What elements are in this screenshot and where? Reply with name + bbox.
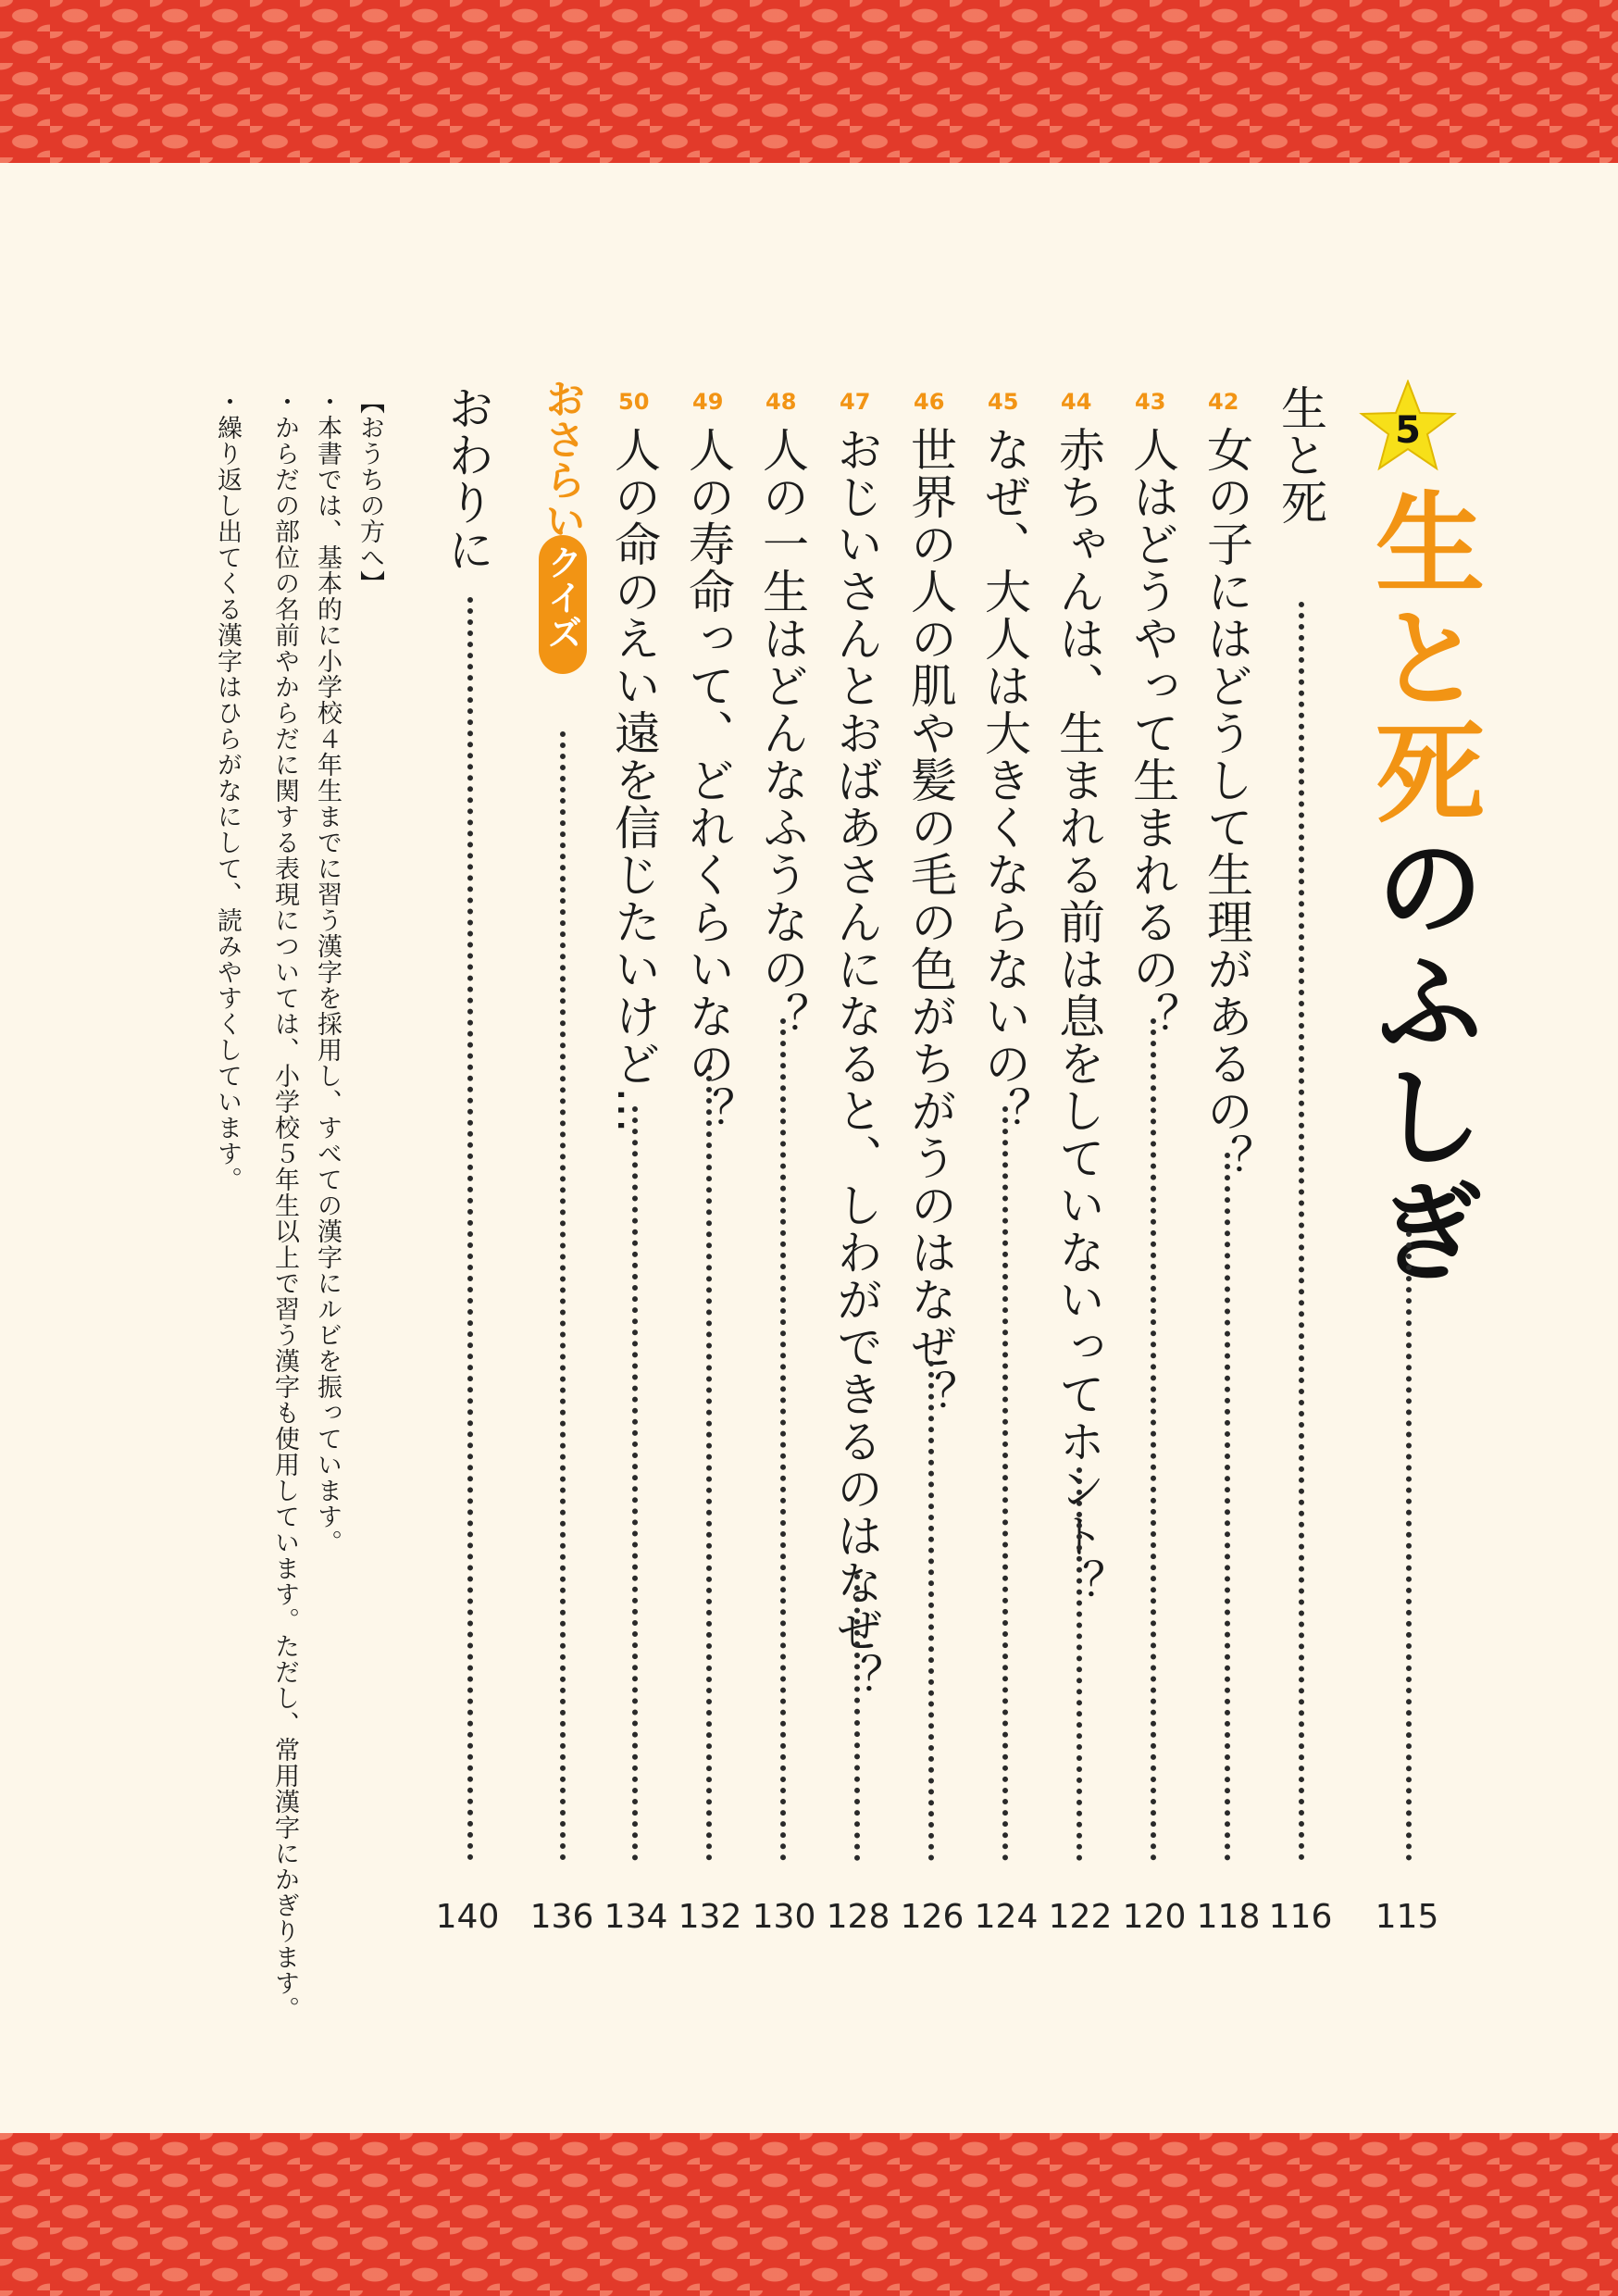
toc-entry-title[interactable]: 人の寿命って、どれくらいなの？ xyxy=(681,426,735,1134)
page-number: 130 xyxy=(752,1898,816,1936)
toc-leader xyxy=(467,597,473,1861)
chapter-title-rest: のふしぎ xyxy=(1357,830,1485,1290)
quiz-label-quiz: クイズ xyxy=(541,544,582,650)
page-number: 122 xyxy=(1048,1898,1113,1936)
toc-entry-number: 50 xyxy=(618,389,650,415)
toc-entry-title[interactable]: おわりに xyxy=(441,384,494,573)
page-number: 140 xyxy=(435,1898,500,1936)
page-number: 118 xyxy=(1196,1898,1261,1936)
toc-entry-title[interactable]: 女の子にはどうして生理があるの？ xyxy=(1200,426,1253,1181)
quiz-label-osarai: おさらい xyxy=(538,378,585,541)
toc-leader xyxy=(1225,1153,1230,1861)
toc-leader xyxy=(928,1361,934,1861)
toc-entry-title[interactable]: 人の命のえい遠を信じたいけど… xyxy=(607,426,661,1134)
toc-leader xyxy=(1077,1467,1082,1861)
toc-entry-number: 49 xyxy=(692,389,724,415)
toc-leader xyxy=(1406,1231,1412,1861)
toc-leader xyxy=(1299,602,1304,1861)
toc-entry-number: 42 xyxy=(1208,389,1239,415)
toc-entry-number: 43 xyxy=(1135,389,1166,415)
page-number: 132 xyxy=(678,1898,742,1936)
page-number: 120 xyxy=(1122,1898,1187,1936)
toc-entry-title[interactable]: 人はどうやって生まれるの？ xyxy=(1126,426,1179,1040)
notes-heading: 【おうちの方へ】 xyxy=(355,389,384,596)
toc-entry-title[interactable]: 生と死 xyxy=(1274,384,1327,526)
chapter-title-accent: 生と死 xyxy=(1357,486,1485,830)
top-decorative-band xyxy=(0,0,1618,163)
page-number: 134 xyxy=(604,1898,668,1936)
notes-line: ・からだの部位の名前やからだに関する表現については、小学校５年生以上で習う漢字も使用しています。ただし、常用漢字にかぎります。 xyxy=(270,389,299,2022)
toc-entry-number: 44 xyxy=(1061,389,1092,415)
page-number: 126 xyxy=(900,1898,965,1936)
toc-entry-number: 48 xyxy=(765,389,797,415)
bottom-decorative-band xyxy=(0,2133,1618,2296)
page-number: 128 xyxy=(826,1898,890,1936)
toc-entry-title[interactable]: なぜ、大人は大きくならないの？ xyxy=(977,426,1031,1134)
toc-leader xyxy=(854,1574,860,1861)
toc-entry-title[interactable]: おじいさんとおばあさんになると、しわができるのはなぜ？ xyxy=(829,426,883,1701)
star-icon xyxy=(1359,380,1457,472)
toc-leader xyxy=(1151,1018,1156,1861)
toc-leader xyxy=(1002,1106,1008,1861)
toc-entry-title[interactable]: 赤ちゃんは、生まれる前は息をしていないってホント？ xyxy=(1052,426,1105,1606)
quiz-label[interactable] xyxy=(537,378,589,680)
chapter-title xyxy=(1357,486,1485,1290)
page-number: 115 xyxy=(1375,1898,1439,1936)
toc-entry-number: 46 xyxy=(914,389,945,415)
toc-entry-number: 45 xyxy=(988,389,1019,415)
toc-entry-title[interactable]: 世界の人の肌や髪の毛の色がちがうのはなぜ？ xyxy=(903,426,957,1417)
toc-leader xyxy=(706,1065,712,1861)
toc-entry-title[interactable]: 人の一生はどんなふうなの？ xyxy=(755,426,809,1040)
notes-line: ・本書では、基本的に小学校４年生までに習う漢字を採用し、すべての漢字にルビを振っています。 xyxy=(313,389,342,1555)
toc-leader xyxy=(780,1018,786,1861)
toc-leader xyxy=(632,1106,638,1861)
page-number: 124 xyxy=(974,1898,1039,1936)
page-number: 136 xyxy=(529,1898,594,1936)
chapter-number: 5 xyxy=(1395,409,1421,452)
toc-leader xyxy=(560,731,566,1861)
toc-entry-number: 47 xyxy=(840,389,871,415)
notes-line: ・繰り返し出てくる漢字はひらがなにして、読みやすくしています。 xyxy=(213,389,242,1192)
page-number: 116 xyxy=(1268,1898,1333,1936)
